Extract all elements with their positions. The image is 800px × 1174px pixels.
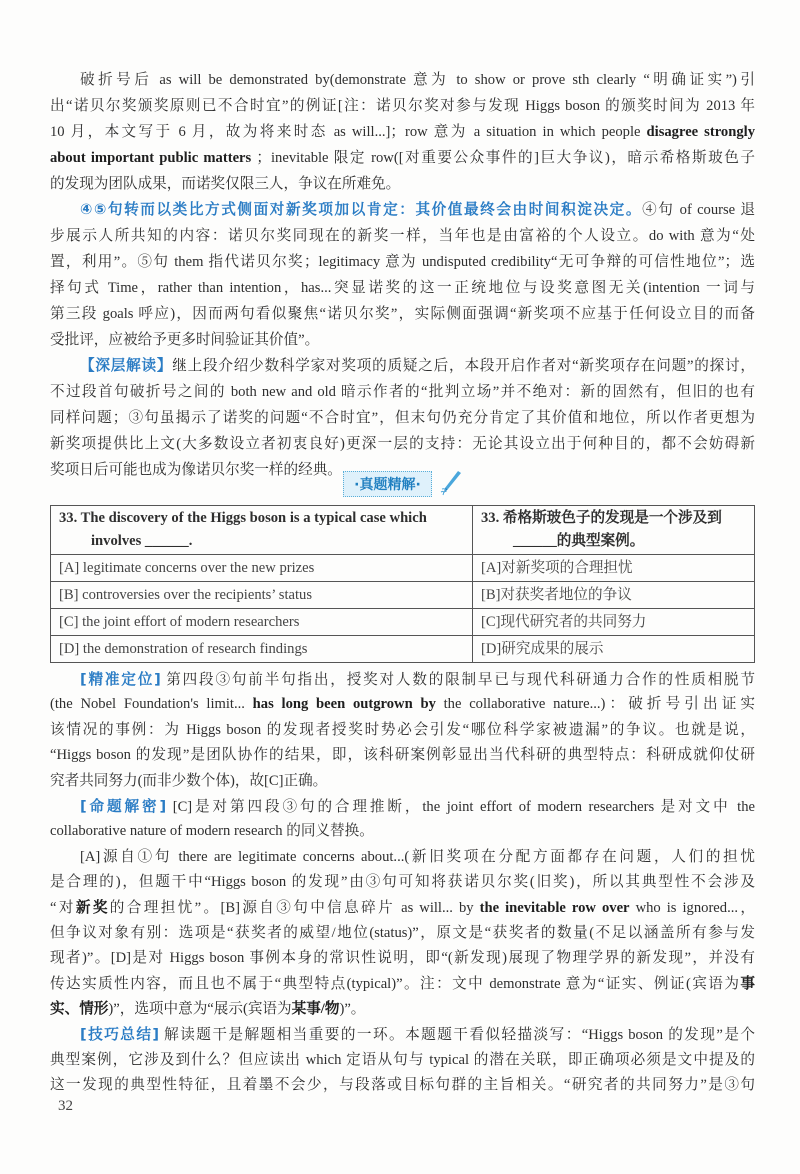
section-heading	[50, 470, 755, 501]
text-line	[50, 119, 755, 145]
text-run: collaborative nature of modern research 的同义替换。	[50, 823, 374, 840]
text-run: 的发现为团队成果，而诺奖仅限三人，争议在所难免。	[50, 176, 401, 192]
option-en: [C] the joint effort of modern researchers	[51, 609, 473, 636]
text-run: 10 月，本文写于 6 月，故为将来时态 as will...]；row 意为 a situation in which people	[50, 124, 647, 140]
text-line	[50, 1073, 755, 1098]
section-label: [技巧总结]	[80, 1026, 160, 1044]
text-run: [C]是对第四段③句的合理推断，the joint effort of modern researchers 是对文中 the	[166, 798, 755, 815]
section-label: 【深层解读】	[80, 357, 173, 374]
text-run: 置，利用”。⑤句 them 指代诺贝尔奖；legitimacy 意为 undisputed credibility“无可争辩的可信性地位”；选	[50, 254, 755, 270]
analysis-text-top	[50, 67, 755, 483]
paragraph	[50, 1022, 755, 1098]
text-run: “Higgs boson 的发现”是团队协作的结果，即，该科研案例彰显出当代科研的典型特点：科研成就仰仗研	[50, 747, 755, 764]
text-line	[50, 301, 755, 327]
text-line	[50, 997, 755, 1022]
page-number: 32	[58, 1098, 73, 1114]
bold-phrase: 新奖	[75, 899, 110, 916]
text-run: ；inevitable 限定 row([对重要公众事件的]巨大争议)，暗示希格斯玻色子	[251, 150, 755, 166]
stem-zh-line-1: 33. 希格斯玻色子的发现是一个涉及到	[481, 510, 722, 526]
text-run: 这一发现的典型性特征，且着墨不会少，与段落或目标句群的主旨相关。“研究者的共同努力”是③句	[50, 1077, 755, 1094]
text-line	[50, 1048, 755, 1073]
pen-icon	[440, 470, 462, 501]
bold-phrase: disagree strongly	[646, 124, 755, 140]
paragraph	[50, 845, 755, 1023]
text-line	[50, 1022, 755, 1047]
text-line	[50, 794, 755, 819]
section-label: [精准定位]	[80, 671, 161, 688]
text-line	[50, 870, 755, 895]
text-line	[50, 223, 755, 249]
text-line	[50, 769, 755, 794]
option-zh: [B]对获奖者地位的争议	[473, 582, 755, 609]
text-run: 第四段③句前半句指出，授奖对人数的限制早已与现代科研通力合作的性质相脱节	[160, 672, 756, 688]
text-line	[50, 845, 755, 870]
question-stem-row	[51, 506, 755, 555]
text-line	[50, 667, 755, 692]
paragraph	[50, 667, 755, 794]
text-line	[50, 93, 755, 119]
section-title: ·真题精解·	[343, 471, 432, 497]
text-run: 受批评，应被给予更多时间验证其价值”。	[50, 332, 320, 348]
text-line	[50, 379, 755, 405]
text-run: 该情况的事例：为 Higgs boson 的发现者授奖时势必会引发“哪位科学家被遗漏”的争议。也就是说，	[50, 721, 755, 738]
text-run: 不过段首句破折号之间的 both new and old 暗示作者的“批判立场”并不绝对：新的固然有，但旧的也有	[50, 384, 755, 400]
option-zh: [A]对新奖项的合理担忧	[473, 555, 755, 582]
text-run: 继上段介绍少数科学家对奖项的质疑之后，本段开启作者对“新奖项存在问题”的探讨，	[172, 358, 755, 374]
text-line	[50, 896, 755, 921]
paragraph	[50, 353, 755, 483]
bold-phrase: the inevitable row over	[479, 899, 630, 916]
text-run: 第三段 goals 呼应)，因而两句看似聚焦“诺贝尔奖”，实际侧面强调“新奖项不应基于任何设立目的而备	[50, 306, 755, 322]
text-line	[50, 275, 755, 301]
text-run: [A]源自①句 there are legitimate concerns about...(新旧奖项在分配方面都存在问题，人们的担忧	[80, 848, 755, 865]
text-line	[50, 819, 755, 844]
paragraph	[50, 794, 755, 845]
text-line	[50, 743, 755, 768]
option-en: [A] legitimate concerns over the new prizes	[51, 555, 473, 582]
bold-phrase: 某事/物	[291, 1001, 340, 1018]
text-line	[50, 921, 755, 946]
text-run: )”。	[339, 1001, 366, 1018]
option-row	[51, 582, 755, 609]
option-zh: [D]研究成果的展示	[473, 636, 755, 663]
text-run: 传达实质性内容，而且也不属于“典型特点(typical)”。注：文中 demonstrate 意为“证实、例证(宾语为	[50, 975, 741, 992]
text-run: 新奖项提供比上文(大多数设立者初衷良好)更深一层的支持：无论其设立出于何种目的，都不会妨碍新	[50, 436, 755, 452]
bold-phrase: has long been outgrown by	[252, 696, 436, 713]
analysis-text-bottom	[50, 667, 755, 1099]
text-line	[50, 946, 755, 971]
stem-zh-line-2: ______的典型案例。	[513, 533, 645, 549]
option-row	[51, 555, 755, 582]
text-run: 同样问题；③句虽揭示了诺奖的问题“不合时宜”，但末句仍充分肯定了其价值和地位，所以作者更想为	[50, 410, 755, 426]
text-run: 择句式 Time，rather than intention，has...突显诺奖的这一正统地位与设奖意图无关(intention 一词与	[50, 280, 755, 296]
text-line	[50, 197, 755, 223]
stem-en-line-2: involves ______.	[91, 533, 193, 549]
text-run: 步展示人所共知的内容：诺贝尔奖同现在的新奖一样，当年也是由富裕的个人设立。do with 意为“处	[50, 228, 755, 244]
text-line	[50, 67, 755, 93]
text-run: ④句 of course 退	[642, 202, 755, 218]
question-table	[50, 505, 755, 663]
text-run: 典型案例，它涉及到什么？但应读出 which 定语从句与 typical 的潜在关联，即正确项必须是文中提及的	[50, 1051, 755, 1068]
question-stem-zh	[473, 506, 755, 555]
text-run: 出“诺贝尔奖颁奖原则已不合时宜”的例证[注：诺贝尔奖对参与发现 Higgs boson 的颁奖时间为 2013 年	[50, 98, 755, 114]
paragraph	[50, 197, 755, 353]
text-run: 奖项日后可能也成为像诺贝尔奖一样的经典。	[50, 462, 342, 478]
option-en: [B] controversies over the recipients’ status	[51, 582, 473, 609]
text-line	[50, 327, 755, 353]
text-run: 究者共同努力(而非少数个体)，故[C]正确。	[50, 772, 328, 789]
text-line	[50, 249, 755, 275]
text-run: (the Nobel Foundation's limit...	[50, 696, 253, 713]
text-run: 现者)”。[D]是对 Higgs boson 事例本身的常识性说明，即“(新发现)展现了物理学界的新发现”，并没有	[50, 950, 755, 967]
stem-en-line-1: 33. The discovery of the Higgs boson is a typical case which	[59, 510, 427, 526]
text-line	[50, 353, 755, 379]
text-line	[50, 692, 755, 717]
option-row	[51, 636, 755, 663]
text-line	[50, 718, 755, 743]
bold-phrase: about important public matters	[50, 150, 252, 166]
text-run: who is ignored...，	[629, 899, 755, 916]
text-line	[50, 972, 755, 997]
text-line	[50, 145, 755, 171]
question-stem-en	[51, 506, 473, 555]
paragraph	[50, 67, 755, 197]
text-run: 破折号后 as will be demonstrated by(demonstrate 意为 to show or prove sth clearly “明确证实”)引	[80, 72, 755, 88]
text-line	[50, 405, 755, 431]
option-zh: [C]现代研究者的共同努力	[473, 609, 755, 636]
text-line	[50, 171, 755, 197]
bold-phrase: 实、情形	[50, 1001, 109, 1018]
text-run: the collaborative nature...)：破折号引出证实	[435, 696, 755, 713]
text-run: 但争议对象有别：选项是“获奖者的威望/地位(status)”，原文是“获奖者的数量(不足以涵盖所有参与发	[50, 924, 755, 941]
section-label: ④⑤句转而以类比方式侧面对新奖项加以肯定：其价值最终会由时间积淀决定。	[80, 201, 643, 218]
option-row	[51, 609, 755, 636]
section-label: [命题解密]	[80, 797, 167, 815]
text-run: “对	[50, 899, 76, 916]
option-en: [D] the demonstration of research findings	[51, 636, 473, 663]
text-run: 的合理担忧”。[B]源自③句中信息碎片 as will... by	[109, 899, 480, 916]
text-run: 解读题干是解题相当重要的一环。本题题干看似轻描淡写：“Higgs boson 的发现”是个	[159, 1027, 756, 1044]
text-line	[50, 431, 755, 457]
text-run: )”，选项中意为“展示(宾语为	[108, 1001, 292, 1018]
bold-phrase: 事	[740, 975, 755, 992]
text-run: 是合理的)，但题干中“Higgs boson 的发现”由③句可知将获诺贝尔奖(旧奖)，所以其典型性不会涉及	[50, 874, 755, 891]
